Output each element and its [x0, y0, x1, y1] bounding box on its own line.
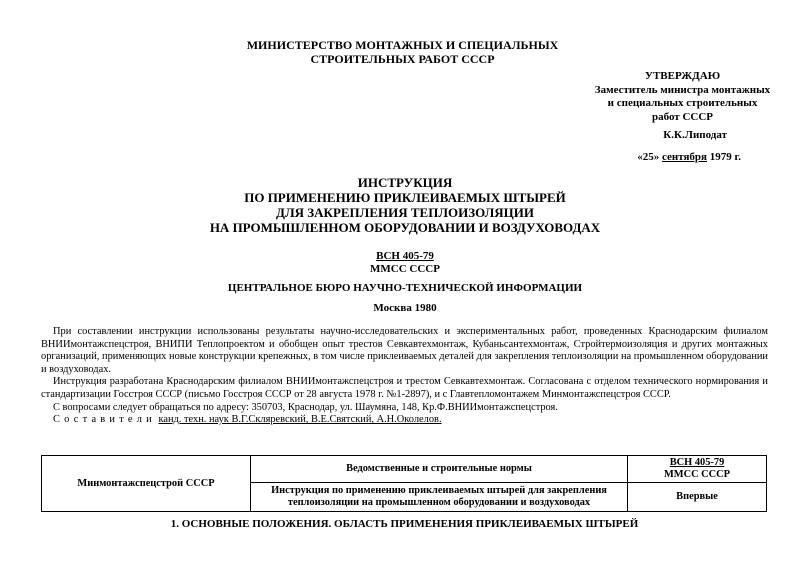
meta-instruction-line-2: теплоизоляции на промышленном оборудовании и воздуховодах [287, 497, 591, 508]
meta-code-issuer: ММСС СССР [663, 469, 731, 480]
ministry-header [230, 38, 575, 66]
approval-date-month: сентября [661, 150, 707, 163]
compilers-line [41, 414, 768, 427]
approval-title: УТВЕРЖДАЮ [644, 70, 721, 82]
intro-paragraph-3: С вопросами следует обращаться по адресу: 350703, Краснодар, ул. Шаумяна, 148, Кр.Ф.ВНИИмонтажспецстроя. [53, 401, 558, 413]
meta-org-cell: Минмонтажспецстрой СССР [42, 456, 251, 512]
document-meta-table [41, 455, 767, 512]
title-line-1: ИНСТРУКЦИЯ [357, 175, 453, 190]
intro-paragraph-2: Инструкция разработана Краснодарским филиалом ВНИИмонтажспецстроя и трестом Севкавтехмонтаж. Согласована с отделом технического нормирования и стандартизации Госстроя СССР (письмо Госстроя СССР от 28 августа 1978 г. №1-2897), и с Главтепломонтажем Минмонтажспецстроя СССР. [41, 376, 768, 400]
code-issuer: ММСС СССР [370, 263, 440, 275]
approval-date [590, 151, 775, 165]
approval-line-2: и специальных строительных [607, 97, 758, 109]
approval-date-year: 1979 г. [709, 150, 741, 163]
meta-code-number: ВСН 405-79 [669, 457, 725, 468]
title-line-2: ПО ПРИМЕНЕНИЮ ПРИКЛЕИВАЕМЫХ ШТЫРЕЙ [244, 190, 566, 205]
bureau-name: ЦЕНТРАЛЬНОЕ БЮРО НАУЧНО-ТЕХНИЧЕСКОЙ ИНФОРМАЦИИ [227, 282, 583, 294]
approval-date-day: «25» [637, 150, 660, 163]
title-line-3: ДЛЯ ЗАКРЕПЛЕНИЯ ТЕПЛОИЗОЛЯЦИИ [276, 205, 534, 220]
document-title [150, 175, 660, 235]
city-year: Москва 1980 [373, 302, 437, 314]
approval-signatory: К.К.Липодат [663, 129, 727, 141]
meta-instruction-line-1: Инструкция по применению приклеиваемых штырей для закрепления [271, 485, 607, 496]
approval-line-3: работ СССР [651, 110, 714, 123]
intro-paragraph-1: При составлении инструкции использованы результаты научно-исследовательских и экспериментальных работ, проведенных Краснодарским филиалом ВНИИмонтажспецстроя, ВНИПИ Теплопроектом и обобщен опыт трестов Севкавтехмонтаж, Кубаньсантехмонтаж, Стройтермоизоляция и других монтажных организаций, применяющих новые конструкции крепежных, в том числе приклеиваемых деталей для закрепления теплоизоляции на промышленном оборудовании и воздуховодах. [41, 326, 768, 375]
approval-block [590, 70, 775, 164]
section-heading: 1. ОСНОВНЫЕ ПОЛОЖЕНИЯ. ОБЛАСТЬ ПРИМЕНЕНИЯ ПРИКЛЕИВАЕМЫХ ШТЫРЕЙ [170, 518, 639, 530]
compilers-names: канд. техн. наук В.Г.Скляревский, В.Е.Святский, А.Н.Околелов. [158, 414, 442, 426]
ministry-line-2: СТРОИТЕЛЬНЫХ РАБОТ СССР [310, 52, 495, 66]
code-number: ВСН 405-79 [376, 250, 434, 262]
meta-norms-cell: Ведомственные и строительные нормы [251, 456, 628, 483]
compilers-label: Составители [53, 414, 156, 426]
ministry-line-1: МИНИСТЕРСТВО МОНТАЖНЫХ И СПЕЦИАЛЬНЫХ [246, 38, 559, 52]
document-code [300, 250, 510, 276]
meta-instruction-cell [251, 483, 628, 512]
approval-line-1: Заместитель министра монтажных [594, 83, 771, 96]
title-line-4: НА ПРОМЫШЛЕННОМ ОБОРУДОВАНИИ И ВОЗДУХОВОДАХ [209, 220, 601, 235]
introduction-text [41, 326, 768, 427]
meta-code-cell [628, 456, 767, 483]
meta-first-time-cell: Впервые [628, 483, 767, 512]
